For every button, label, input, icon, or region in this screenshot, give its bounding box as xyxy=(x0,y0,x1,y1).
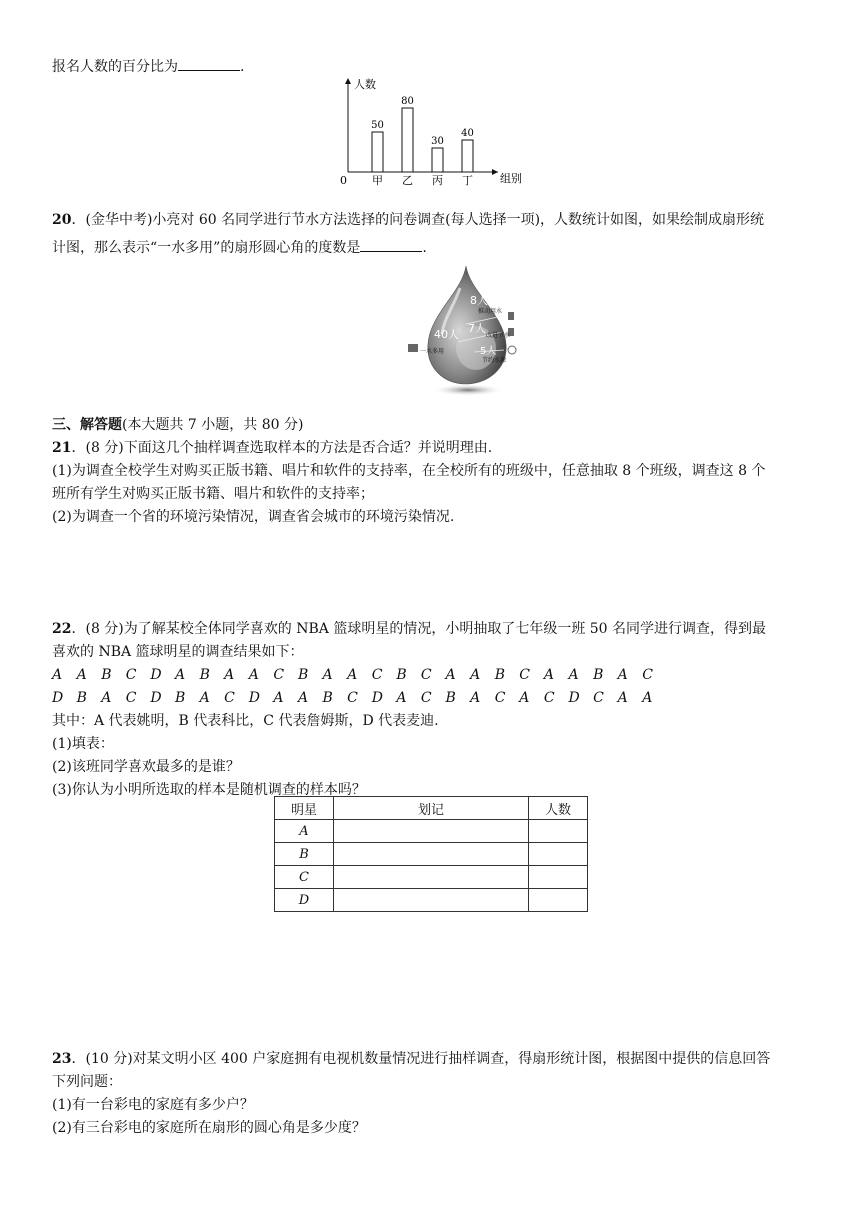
header-star: 明星 xyxy=(275,797,334,820)
result-letter-row1-6: A xyxy=(174,667,186,683)
result-letter-row1-12: A xyxy=(322,667,333,683)
result-letter-row2-11: A xyxy=(297,690,309,706)
result-letter-row2-6: B xyxy=(174,690,186,706)
result-letter-row1-13: A xyxy=(347,667,358,683)
q21-line-4: (2)为调查一个省的环境污染情况，调查省会城市的环境污染情况. xyxy=(52,509,455,525)
table-row xyxy=(275,866,588,889)
bar-甲 xyxy=(372,132,383,172)
result-letter-row1-2: A xyxy=(76,667,87,683)
q21-line-3: 班所有学生对购买正版书籍、唱片和软件的支持率； xyxy=(52,486,374,502)
result-letter-row1-10: C xyxy=(273,667,285,683)
y-axis-arrow xyxy=(345,78,351,84)
answer-blank[interactable] xyxy=(178,56,240,71)
result-letter-row1-22: A xyxy=(568,667,579,683)
count-cell[interactable] xyxy=(529,866,588,889)
header-count: 人数 xyxy=(529,797,588,820)
result-letter-row2-7: A xyxy=(199,690,210,706)
table-row xyxy=(275,820,588,843)
result-letter-row1-7: B xyxy=(199,667,210,683)
category-label: 丙 xyxy=(432,174,443,187)
result-letter-row2-8: C xyxy=(224,690,235,706)
water-drop-figure xyxy=(404,262,528,400)
q23-line-1: 23．(10 分)对某文明小区 400 户家庭拥有电视机数量情况进行抽样调查，得扇形统计图，根据图中提供的信息回答 xyxy=(52,1051,771,1067)
q22-line-2: 喜欢的 NBA 篮球明星的调查结果如下： xyxy=(52,644,304,660)
result-letter-row2-12: B xyxy=(322,690,333,706)
survey-results-row-1 xyxy=(52,665,816,685)
table-row xyxy=(275,843,588,866)
result-letter-row2-23: C xyxy=(593,690,604,706)
result-letter-row2-20: A xyxy=(519,690,530,706)
drop-label-name-1: 推动用水 xyxy=(478,308,503,315)
y-axis-label: 人数 xyxy=(354,78,376,91)
drop-label-count-2: 7人 xyxy=(468,322,486,335)
table-header-row xyxy=(275,797,588,820)
result-letter-row1-21: A xyxy=(543,667,554,683)
table-row xyxy=(275,889,588,912)
result-letter-row1-23: B xyxy=(593,667,604,683)
result-letter-row1-16: C xyxy=(420,667,432,683)
drop-label-count-3: 40人 xyxy=(434,328,459,341)
result-letter-row2-22: D xyxy=(568,690,580,706)
drop-shadow xyxy=(432,384,504,396)
drop-label-count-4: 5人 xyxy=(480,346,497,357)
result-letter-row2-24: A xyxy=(617,690,628,706)
tally-cell[interactable] xyxy=(334,866,529,889)
bar-value-label: 30 xyxy=(431,136,444,147)
section-heading: 三、解答题(本大题共 7 小题，共 80 分) xyxy=(52,417,304,433)
result-letter-row2-19: C xyxy=(494,690,506,706)
bar-value-label: 50 xyxy=(371,120,384,131)
result-letter-row2-14: D xyxy=(371,690,383,706)
answer-blank[interactable] xyxy=(360,237,422,252)
result-letter-row2-5: D xyxy=(150,690,162,706)
bar-乙 xyxy=(402,108,413,172)
result-letter-row1-8: A xyxy=(224,667,235,683)
q20-line-2: 计图，那么表示“一水多用”的扇形圆心角的度数是 . xyxy=(52,237,816,258)
row-star-label: B xyxy=(275,843,334,866)
result-letter-row1-19: B xyxy=(494,667,505,683)
result-letter-row1-9: A xyxy=(248,667,259,683)
q23-part-1: (1)有一台彩电的家庭有多少户？ xyxy=(52,1097,254,1113)
result-letter-row2-13: C xyxy=(347,690,358,706)
result-letter-row1-11: B xyxy=(297,667,309,683)
row-star-label: C xyxy=(275,866,334,889)
q21-line-2: (1)为调查全校学生对购买正版书籍、唱片和软件的支持率，在全校所有的班级中，任意抽取 8 个班级，调查这 8 个 xyxy=(52,463,766,479)
q23-line-2: 下列问题： xyxy=(52,1074,122,1090)
result-letter-row2-10: A xyxy=(273,690,284,706)
result-letter-row2-3: A xyxy=(101,690,112,706)
result-letter-row2-4: C xyxy=(125,690,137,706)
result-letter-row1-1: A xyxy=(52,667,63,683)
q21-line-1: 21．(8 分)下面这几个抽样调查选取样本的方法是否合适？并说明理由. xyxy=(52,440,493,456)
bar-chart xyxy=(330,74,530,190)
bar-value-label: 40 xyxy=(461,128,474,139)
result-letter-row1-14: C xyxy=(371,667,383,683)
q22-line-1: 22．(8 分)为了解某校全体同学喜欢的 NBA 篮球明星的情况，小明抽取了七年级一班 50 名同学进行调查，得到最 xyxy=(52,621,767,637)
count-cell[interactable] xyxy=(529,843,588,866)
q19-tail-line: 报名人数的百分比为 . xyxy=(52,56,816,77)
origin-label: 0 xyxy=(340,174,347,187)
drop-label-name-3: 一水多用 xyxy=(420,348,445,355)
header-tally: 划记 xyxy=(334,797,529,820)
result-letter-row2-21: C xyxy=(543,690,555,706)
tally-cell[interactable] xyxy=(334,843,529,866)
drop-label-name-2: 改进节水 xyxy=(486,332,511,339)
bar-丁 xyxy=(462,140,473,172)
category-label: 乙 xyxy=(402,174,413,187)
result-letter-row2-9: D xyxy=(248,690,260,706)
result-letter-row2-1: D xyxy=(52,690,64,706)
result-letter-row1-20: C xyxy=(519,667,530,683)
q22-part-2: (2)该班同学喜欢最多的是谁？ xyxy=(52,759,240,775)
row-star-label: D xyxy=(275,889,334,912)
tally-table xyxy=(274,796,588,912)
q22-part-1: (1)填表： xyxy=(52,736,114,752)
result-letter-row2-2: B xyxy=(76,690,87,706)
tally-cell[interactable] xyxy=(334,889,529,912)
result-letter-row1-5: D xyxy=(150,667,162,683)
x-axis-label: 组别 xyxy=(500,172,522,185)
drop-label-count-1: 8人 xyxy=(470,294,488,307)
q22-legend: 其中：A 代表姚明，B 代表科比，C 代表詹姆斯，D 代表麦迪. xyxy=(52,713,439,729)
x-axis-arrow xyxy=(492,169,498,175)
result-letter-row1-3: B xyxy=(101,667,112,683)
count-cell[interactable] xyxy=(529,820,588,843)
result-letter-row2-16: C xyxy=(420,690,432,706)
result-letter-row2-25: A xyxy=(642,690,653,706)
q23-part-2: (2)有三台彩电的家庭所在扇形的圆心角是多少度？ xyxy=(52,1120,366,1136)
result-letter-row1-24: A xyxy=(617,667,628,683)
result-letter-row1-18: A xyxy=(470,667,481,683)
category-label: 丁 xyxy=(462,174,473,187)
tally-cell[interactable] xyxy=(334,820,529,843)
drop-label-name-4: 节约水源 xyxy=(482,357,507,364)
result-letter-row1-4: C xyxy=(125,667,137,683)
result-letter-row1-17: A xyxy=(445,667,456,683)
result-letter-row2-17: B xyxy=(445,690,456,706)
result-letter-row1-15: B xyxy=(396,667,407,683)
result-letter-row2-18: A xyxy=(470,690,481,706)
q20-line-1: 20．(金华中考)小亮对 60 名同学进行节水方法选择的问卷调查(每人选择一项)，人数统计如图，如果绘制成扇形统 xyxy=(52,212,765,228)
count-cell[interactable] xyxy=(529,889,588,912)
bar-value-label: 80 xyxy=(401,96,414,107)
result-letter-row1-25: C xyxy=(642,667,653,683)
result-letter-row2-15: A xyxy=(396,690,407,706)
q22-part-3: (3)你认为小明所选取的样本是随机调查的样本吗？ xyxy=(52,782,366,798)
category-label: 甲 xyxy=(372,174,383,187)
survey-results-row-2 xyxy=(52,688,816,708)
bar-丙 xyxy=(432,148,443,172)
row-star-label: A xyxy=(275,820,334,843)
